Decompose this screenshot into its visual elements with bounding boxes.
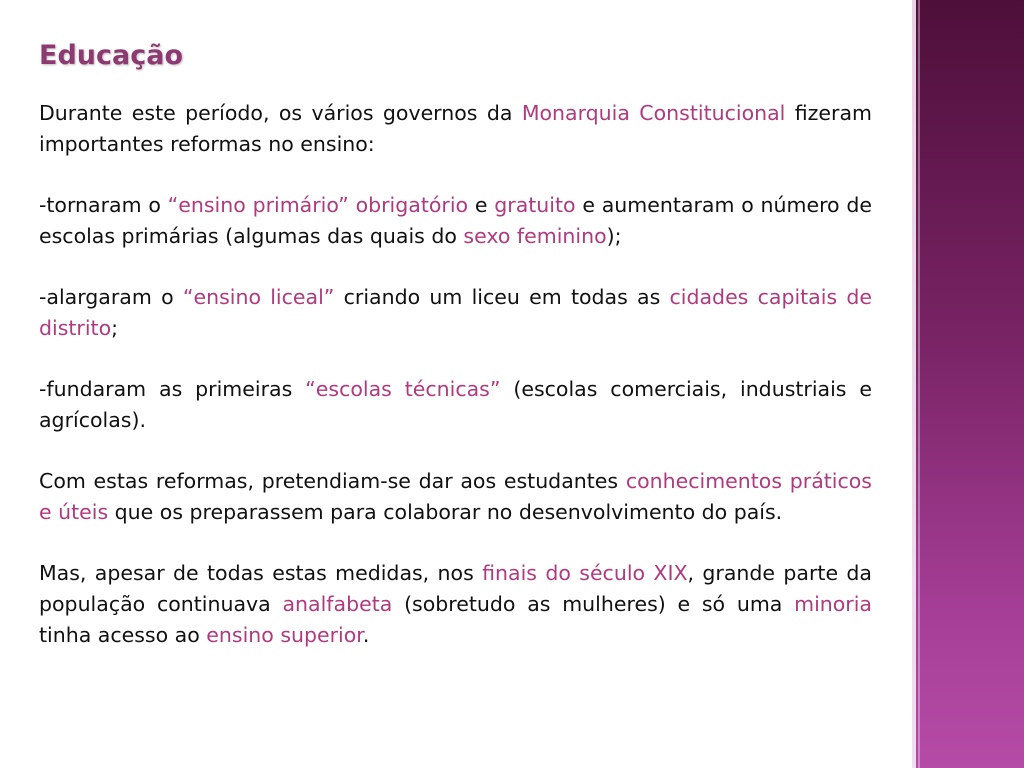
paragraph-text: (sobretudo as mulheres) e só uma	[392, 592, 795, 616]
highlighted-term: gratuito	[494, 193, 576, 217]
paragraph	[39, 466, 872, 528]
highlighted-term: “ensino primário” obrigatório	[167, 193, 469, 217]
slide-title: Educação	[39, 40, 183, 71]
paragraph-text: Durante este período, os vários governos da	[39, 101, 522, 125]
paragraph-text: Com estas reformas, pretendiam-se dar aos estudantes	[39, 469, 626, 493]
paragraph-text: -alargaram o	[39, 285, 183, 309]
paragraph-text: fizeram importantes reformas no ensino:	[39, 101, 873, 156]
paragraph	[39, 98, 872, 160]
paragraph-text: Mas, apesar de todas estas medidas, nos	[39, 561, 483, 585]
paragraph-text: -fundaram as primeiras	[39, 377, 306, 401]
highlighted-term: sexo feminino	[463, 224, 607, 248]
paragraph	[39, 282, 872, 344]
highlighted-term: finais do século XIX	[482, 561, 688, 585]
paragraph-text: );	[606, 224, 622, 248]
highlighted-term: conhecimentos práticos e úteis	[39, 469, 872, 524]
paragraph-text: (escolas comerciais, industriais e agrícolas).	[39, 377, 872, 432]
paragraph-text: , grande parte da população continuava	[39, 561, 872, 616]
slide-content	[39, 36, 872, 681]
highlighted-term: ensino superior	[206, 623, 363, 647]
decorative-side-band	[912, 0, 1024, 768]
paragraph-text: tinha acesso ao	[39, 623, 207, 647]
highlighted-term: “ensino liceal”	[182, 285, 335, 309]
highlighted-term: Monarquia Constitucional	[521, 101, 786, 125]
side-band-edge	[912, 0, 916, 768]
highlighted-term: cidades capitais de distrito	[39, 285, 872, 340]
highlighted-term: analfabeta	[282, 592, 393, 616]
paragraph-text: ;	[111, 316, 119, 340]
paragraph	[39, 190, 872, 252]
paragraph-text: e	[468, 193, 495, 217]
paragraph-text: .	[362, 623, 370, 647]
paragraph-text: que os preparassem para colaborar no desenvolvimento do país.	[108, 500, 783, 524]
paragraph	[39, 374, 872, 436]
paragraph-text: criando um liceu em todas as	[334, 285, 670, 309]
highlighted-term: minoria	[794, 592, 872, 616]
paragraph-text: e aumentaram o número de escolas primárias (algumas das quais do	[39, 193, 872, 248]
paragraph-text: -tornaram o	[39, 193, 168, 217]
slide-body	[39, 98, 872, 651]
paragraph	[39, 558, 872, 651]
highlighted-term: “escolas técnicas”	[305, 377, 501, 401]
